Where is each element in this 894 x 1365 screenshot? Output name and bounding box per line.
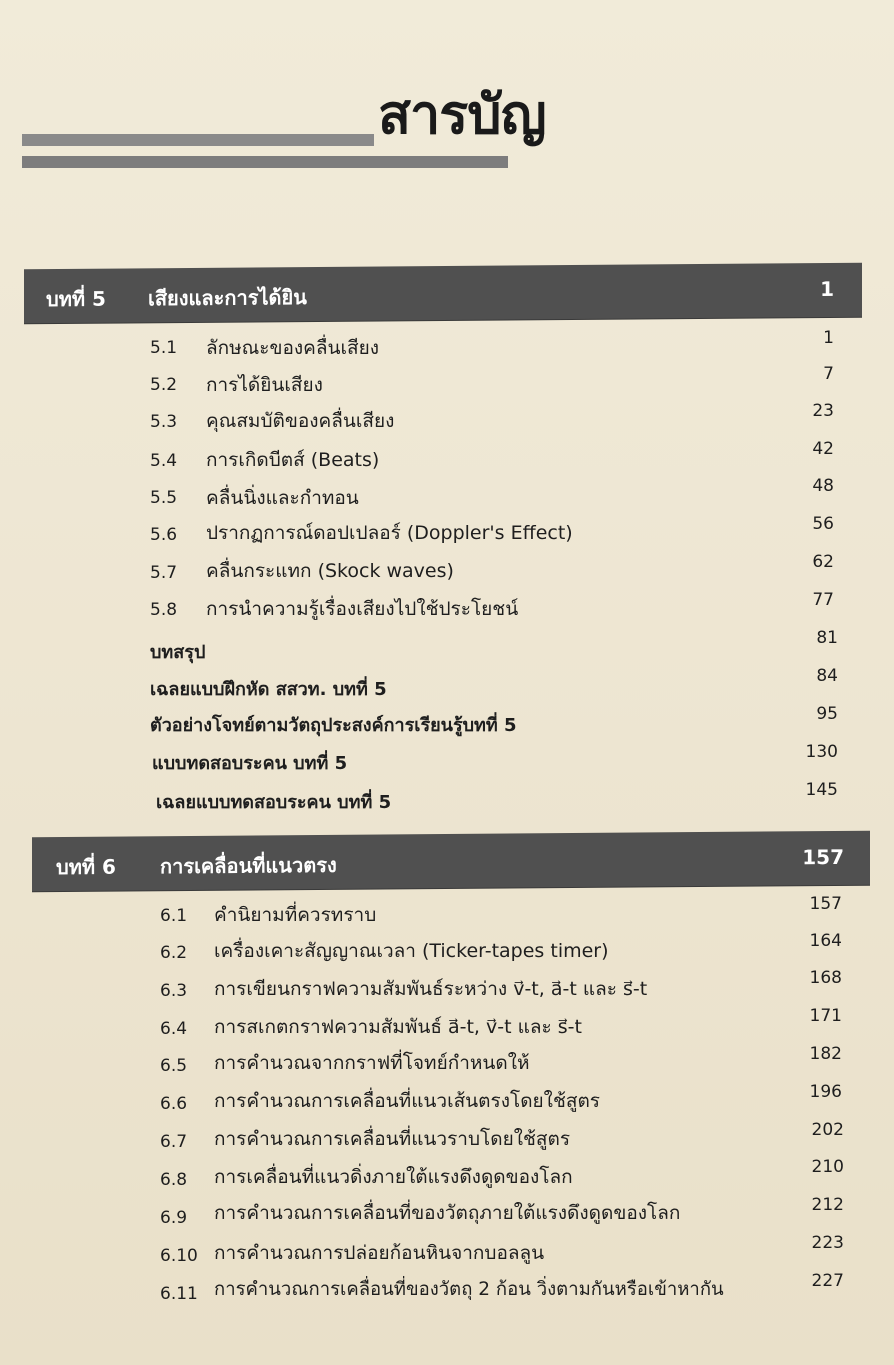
section-title: การคำนวณการเคลื่อนที่ของวัตถุภายใต้แรงดึงดูดของโลก bbox=[214, 1202, 681, 1224]
section-title: คำนิยามที่ควรทราบ bbox=[214, 904, 377, 926]
chapter-page: 157 bbox=[802, 844, 844, 870]
section-title: การเขียนกราฟความสัมพันธ์ระหว่าง v⃗-t, a⃗-t และ s⃗-t bbox=[214, 978, 648, 1000]
section-page: 171 bbox=[809, 1006, 842, 1026]
section-number: 5.3 bbox=[150, 412, 178, 432]
chapter-label: บทที่ 6 bbox=[56, 854, 116, 880]
section-number: 5.4 bbox=[150, 451, 178, 471]
section-title: คลื่นกระแทก (Skock waves) bbox=[206, 560, 454, 582]
section-number: 6.4 bbox=[160, 1019, 188, 1039]
section-title: ลักษณะของคลื่นเสียง bbox=[206, 337, 380, 359]
section-title: การคำนวณการเคลื่อนที่แนวราบโดยใช้สูตร bbox=[214, 1128, 571, 1150]
page-title: สารบัญ bbox=[378, 83, 546, 146]
extra-page: 130 bbox=[805, 742, 838, 762]
section-page: 168 bbox=[809, 968, 842, 988]
chapter-header bbox=[32, 831, 870, 892]
section-title: คุณสมบัติของคลื่นเสียง bbox=[206, 410, 395, 432]
extra-page: 81 bbox=[816, 628, 838, 648]
section-page: 164 bbox=[809, 931, 842, 951]
section-number: 5.5 bbox=[150, 488, 178, 508]
extra-title: เฉลยแบบทดสอบระคน บทที่ 5 bbox=[156, 792, 392, 813]
section-page: 212 bbox=[811, 1195, 844, 1215]
section-title: การคำนวณการเคลื่อนที่ของวัตถุ 2 ก้อน วิ่งตามกันหรือเข้าหากัน bbox=[214, 1279, 724, 1300]
section-number: 6.5 bbox=[160, 1056, 188, 1076]
chapter-title: การเคลื่อนที่แนวตรง bbox=[160, 852, 337, 879]
section-page: 202 bbox=[811, 1120, 844, 1140]
section-number: 6.3 bbox=[160, 981, 188, 1001]
section-number: 6.7 bbox=[160, 1132, 188, 1152]
section-page: 157 bbox=[809, 894, 842, 914]
toc-header bbox=[0, 80, 894, 180]
section-title: การคำนวณการเคลื่อนที่แนวเส้นตรงโดยใช้สูตร bbox=[214, 1090, 600, 1112]
extra-title: แบบทดสอบระคน บทที่ 5 bbox=[152, 753, 348, 774]
section-number: 6.6 bbox=[160, 1094, 188, 1114]
section-title: การเกิดบีตส์ (Beats) bbox=[206, 449, 380, 471]
section-page: 48 bbox=[812, 476, 834, 496]
chapter-page: 1 bbox=[820, 276, 834, 302]
section-number: 5.8 bbox=[150, 600, 178, 620]
section-title: ปรากฏการณ์ดอปเปลอร์ (Doppler's Effect) bbox=[206, 522, 573, 544]
section-page: 23 bbox=[812, 401, 834, 421]
section-page: 56 bbox=[812, 514, 834, 534]
section-page: 182 bbox=[809, 1044, 842, 1064]
chapter-header bbox=[24, 263, 862, 324]
section-number: 6.9 bbox=[160, 1208, 188, 1228]
section-page: 196 bbox=[809, 1082, 842, 1102]
section-number: 6.2 bbox=[160, 943, 188, 963]
title-decor-bar bbox=[22, 134, 374, 146]
section-page: 1 bbox=[823, 328, 834, 348]
chapter-title: เสียงและการได้ยิน bbox=[148, 285, 307, 311]
extra-page: 95 bbox=[816, 704, 838, 724]
section-page: 62 bbox=[812, 552, 834, 572]
section-title: การคำนวณการปล่อยก้อนหินจากบอลลูน bbox=[214, 1242, 545, 1264]
extra-title: เฉลยแบบฝึกหัด สสวท. บทที่ 5 bbox=[150, 679, 387, 700]
section-title: เครื่องเคาะสัญญาณเวลา (Ticker-tapes timer) bbox=[214, 940, 609, 962]
section-number: 6.8 bbox=[160, 1170, 188, 1190]
section-page: 42 bbox=[812, 439, 834, 459]
section-number: 6.1 bbox=[160, 906, 188, 926]
section-page: 77 bbox=[812, 590, 834, 610]
section-number: 5.6 bbox=[150, 525, 178, 545]
section-title: การได้ยินเสียง bbox=[206, 374, 323, 396]
section-title: คลื่นนิ่งและกำทอน bbox=[206, 487, 359, 509]
section-page: 223 bbox=[811, 1233, 844, 1253]
extra-title: บทสรุป bbox=[150, 642, 206, 663]
section-number: 6.10 bbox=[160, 1246, 198, 1266]
section-number: 5.2 bbox=[150, 375, 178, 395]
extra-title: ตัวอย่างโจทย์ตามวัตถุประสงค์การเรียนรู้บทที่ 5 bbox=[150, 715, 517, 736]
section-page: 227 bbox=[811, 1271, 844, 1291]
section-number: 6.11 bbox=[160, 1284, 198, 1304]
section-number: 5.7 bbox=[150, 563, 178, 583]
section-page: 7 bbox=[823, 364, 834, 384]
chapter-label: บทที่ 5 bbox=[46, 286, 106, 312]
section-title: การเคลื่อนที่แนวดิ่งภายใต้แรงดึงดูดของโลก bbox=[214, 1166, 573, 1188]
extra-page: 84 bbox=[816, 666, 838, 686]
section-number: 5.1 bbox=[150, 338, 178, 358]
section-title: การคำนวณจากกราฟที่โจทย์กำหนดให้ bbox=[214, 1052, 530, 1074]
section-title: การนำความรู้เรื่องเสียงไปใช้ประโยชน์ bbox=[206, 598, 519, 620]
title-decor-bar bbox=[22, 156, 508, 168]
section-page: 210 bbox=[811, 1157, 844, 1177]
extra-page: 145 bbox=[805, 780, 838, 800]
section-title: การสเกตกราฟความสัมพันธ์ a⃗-t, v⃗-t และ s⃗-t bbox=[214, 1016, 582, 1038]
